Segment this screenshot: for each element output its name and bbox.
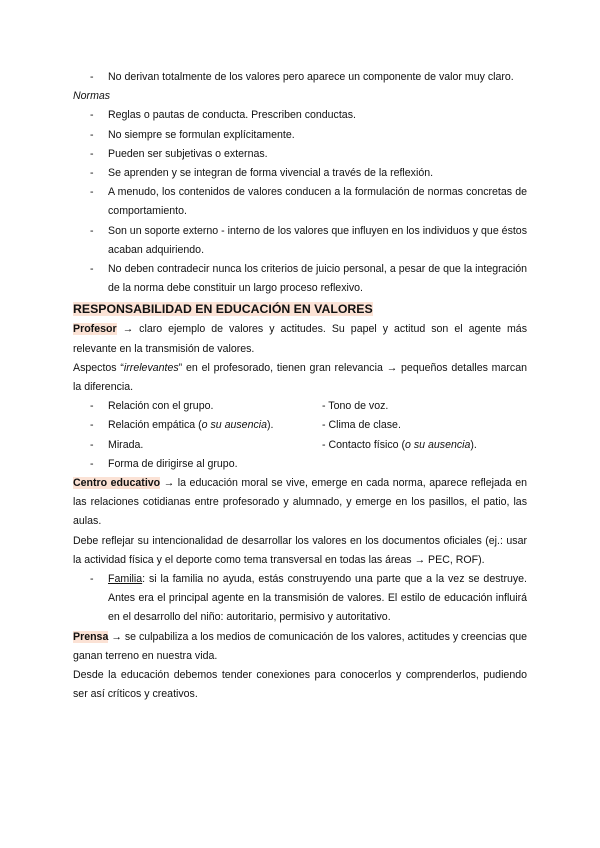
section-heading — [73, 299, 527, 320]
list-item — [73, 416, 527, 435]
prensa-text: → se culpabiliza a los medios de comunicación de los valores, actitudes y creencias que ganan terreno en nuestra vida. — [73, 630, 528, 662]
list-item: - Se aprenden y se integran de forma vivencial a través de la reflexión. — [73, 164, 527, 183]
intro-bullet: - No derivan totalmente de los valores pero aparece un componente de valor muy claro. — [73, 68, 527, 87]
aspects-list — [73, 397, 527, 474]
centro-label: Centro educativo — [73, 477, 161, 490]
profesor-paragraph — [73, 320, 527, 358]
familia-text: : si la familia no ayuda, estás construyendo una parte que a la vez se destruye. Antes era el principal agente en la transmisión de valores. El estilo de educación influirá en el desarrollo del niño: autoritario, permisivo y autoritativo. — [108, 573, 527, 624]
aspect-right-post: ). — [470, 438, 477, 451]
list-item — [73, 397, 527, 416]
document-body — [73, 68, 527, 705]
prensa-label: Prensa — [73, 630, 109, 643]
aspectos-pre: Aspectos “ — [73, 361, 124, 374]
aspect-left-post: ). — [267, 419, 274, 432]
profesor-text: → claro ejemplo de valores y actitudes. Su papel y actitud son el agente más relevante en la transmisión de valores. — [73, 323, 527, 355]
aspect-left-pre: Relación empática ( — [108, 419, 202, 432]
centro-paragraph — [73, 474, 527, 532]
list-item: - Pueden ser subjetivas o externas. — [73, 145, 527, 164]
list-item: - No siempre se formulan explícitamente. — [73, 126, 527, 145]
centro-text: → la educación moral se vive, emerge en cada norma, aparece reflejada en las relaciones cotidianas entre profesorado y alumnado, y emerge en los pasillos, el patio, las aulas. — [73, 477, 527, 528]
aspect-left — [108, 416, 322, 435]
list-item: - Son un soporte externo - interno de los valores que influyen en los individuos y que éstos acaban adquiriendo. — [73, 222, 527, 260]
list-item: - Reglas o pautas de conducta. Prescriben conductas. — [73, 106, 527, 125]
list-item — [73, 436, 527, 455]
aspect-right-italic: o su ausencia — [405, 438, 471, 451]
list-item: - A menudo, los contenidos de valores conducen a la formulación de normas concretas de comportamiento. — [73, 183, 527, 221]
familia-item — [73, 570, 527, 628]
aspect-right: - Clima de clase. — [322, 419, 401, 432]
normas-list — [73, 106, 527, 298]
prensa-paragraph — [73, 628, 527, 666]
list-item — [73, 455, 527, 474]
aspect-left: Mirada. — [108, 438, 144, 451]
aspect-right-pre: - Contacto físico ( — [322, 438, 406, 451]
debe-paragraph: Debe reflejar su intencionalidad de desarrollar los valores en los documentos oficiales (ej.: usar la actividad física y el deporte como tema transversal en todas las áreas → PEC, ROF). — [73, 534, 527, 566]
profesor-label: Profesor — [73, 323, 117, 336]
desde-paragraph: Desde la educación debemos tender conexiones para conocerlos y comprenderlos, pudiendo ser así críticos y creativos. — [73, 669, 527, 701]
aspectos-post: ” en el profesorado, tienen gran relevancia → pequeños detalles marcan la diferencia. — [73, 361, 528, 394]
aspect-right: - Tono de voz. — [322, 400, 389, 413]
list-item: - No deben contradecir nunca los criterios de juicio personal, a pesar de que la integración de la norma debe constituir un largo proceso reflexivo. — [73, 260, 527, 298]
familia-label: Familia — [108, 573, 143, 586]
normas-subheading: Normas — [73, 90, 111, 103]
aspectos-italic: irrelevantes — [123, 361, 179, 374]
aspectos-paragraph — [73, 359, 527, 397]
aspect-left: Forma de dirigirse al grupo. — [108, 457, 238, 470]
aspect-right — [322, 436, 477, 455]
section-heading-text: RESPONSABILIDAD EN EDUCACIÓN EN VALORES — [73, 302, 373, 317]
aspect-left-italic: o su ausencia — [201, 419, 267, 432]
aspect-left: Relación con el grupo. — [108, 400, 214, 413]
